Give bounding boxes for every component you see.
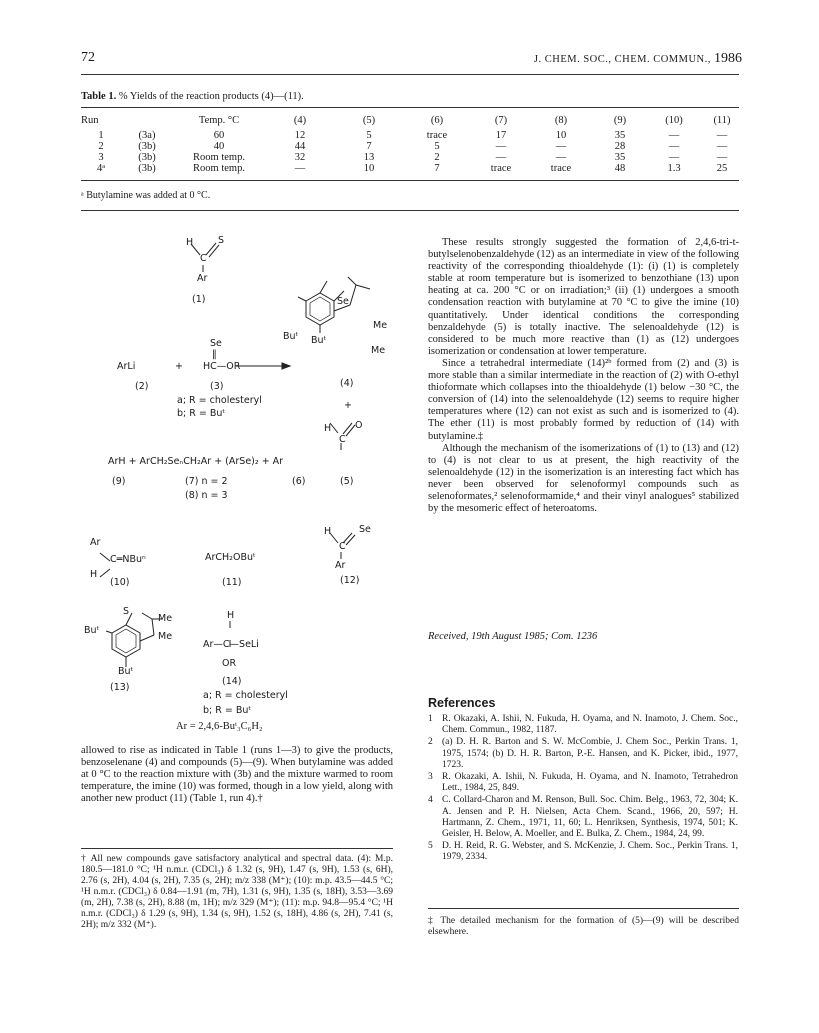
substituent-b: b; R = Buᵗ xyxy=(177,408,226,419)
references-heading: References xyxy=(428,696,496,710)
bond xyxy=(330,423,338,433)
plus-sign: + xyxy=(175,361,183,372)
compound-label: (14) xyxy=(222,676,242,687)
table-row xyxy=(81,163,745,174)
table-cell: 17 xyxy=(495,130,507,141)
reference-item xyxy=(428,772,738,794)
atom-label: Me xyxy=(158,613,173,624)
col-header: (5) xyxy=(362,114,376,126)
reference-number: 2 xyxy=(428,737,433,748)
reference-number: 3 xyxy=(428,772,433,783)
body-paragraph: Although the mechanism of the isomerizations of (1) to (13) and (12) to (4) is not clear to us at present, the high reactivity of the selenoaldehyde (12) in the isomerization is an interesting fact which has never been observed for selenoformyl compounds such as selenoformates,² selenoformamide,⁴ and their vinyl analogues⁵ stabilized by the mesomeric effect of heteroatoms. xyxy=(428,442,739,515)
atom-label: O xyxy=(355,420,363,431)
table-cell: 32 xyxy=(294,152,306,163)
table-top-rule xyxy=(81,107,739,108)
atom-label: S xyxy=(123,606,130,617)
compound-label: (6) xyxy=(292,476,306,487)
substituent-a: a; R = cholesteryl xyxy=(203,690,288,701)
bond xyxy=(346,535,355,545)
reference-text: R. Okazaki, A. Ishii, N. Fukuda, H. Oyama, and N. Inamoto, J. Chem. Soc., Chem. Commun., 1982, 1187. xyxy=(442,714,738,736)
atom-label: Ar xyxy=(335,560,346,571)
atom-label: H xyxy=(186,237,194,248)
atom-label: H xyxy=(324,526,332,537)
table-cell: — xyxy=(716,141,728,152)
ether-formula: ArCH₂OBuᵗ xyxy=(205,552,256,563)
table-cell: trace xyxy=(550,163,572,174)
table-cell: 2 xyxy=(98,141,104,152)
bond xyxy=(140,635,154,641)
bond xyxy=(320,281,327,293)
table-label: Table 1. xyxy=(81,91,117,102)
journal-name: J. CHEM. SOC., CHEM. COMMUN., xyxy=(533,54,714,65)
reagent-arli: ArLi xyxy=(117,361,136,372)
left-body-text xyxy=(81,745,393,805)
atom-label: Buᵗ xyxy=(118,666,134,677)
col-header: (9) xyxy=(613,114,627,126)
bond xyxy=(209,245,219,257)
col-header: (8) xyxy=(554,114,568,126)
table-footnote: ᵃ Butylamine was added at 0 °C. xyxy=(81,190,211,201)
table-row xyxy=(81,141,745,152)
col-header: (4) xyxy=(293,114,307,126)
compound-label: (8) n = 3 xyxy=(185,490,228,501)
table-cell: trace xyxy=(426,130,448,141)
table-cell: 10 xyxy=(555,130,567,141)
bond xyxy=(152,619,154,635)
table-cell: 12 xyxy=(294,130,306,141)
table-cell: 1 xyxy=(98,130,104,141)
page-number: 72 xyxy=(81,50,95,65)
table-cell: 1.3 xyxy=(667,163,681,174)
atom-label: Se xyxy=(337,296,349,307)
bond xyxy=(100,553,110,561)
ar-definition: Ar = 2,4,6-Buᵗ₃C₆H₂ xyxy=(176,721,263,732)
aromatic-circle xyxy=(116,629,136,653)
reference-text: D. H. Reid, R. G. Webster, and S. McKenzie, J. Chem. Soc., Perkin Trans. 1, 1979, 2334. xyxy=(442,841,738,863)
bond xyxy=(100,569,110,577)
table-cell: (3a) xyxy=(138,130,156,141)
running-head xyxy=(534,51,742,67)
bond xyxy=(350,285,356,305)
table-cell: Room temp. xyxy=(193,152,245,163)
col-header: (11) xyxy=(713,114,731,126)
col-header: (6) xyxy=(430,114,444,126)
compound-label: (7) n = 2 xyxy=(185,476,228,487)
compound-label: (10) xyxy=(110,577,130,588)
atom-label: Me xyxy=(158,631,173,642)
table-cell: 48 xyxy=(614,163,626,174)
reagent-formate: HC—OR xyxy=(203,361,241,372)
bond xyxy=(142,613,152,619)
intermediate-core: Ar—C—SeLi xyxy=(203,639,259,650)
substituent-b: b; R = Buᵗ xyxy=(203,705,252,716)
table-cell: — xyxy=(716,130,728,141)
table-cell: — xyxy=(668,152,680,163)
section-rule xyxy=(81,210,739,211)
atom-label: H xyxy=(324,423,332,434)
table-cell: 35 xyxy=(614,152,626,163)
bond xyxy=(346,425,355,436)
table-cell: 5 xyxy=(434,141,440,152)
body-paragraph: Since a tetrahedral intermediate (14)²ᵇ formed from (2) and (3) is more stable than a similar intermediate in the reaction of (2) with O-ethyl thioformate which collapses into the thioaldehyde (1) below −30 °C, the conversion of (14) into the selenoaldehyde (12) seems to require higher temperatures where (12) can not exist as such and is isomerized to (4). The ether (11) is most probably formed by reduction of (14) with butylamine.‡ xyxy=(428,357,739,442)
body-paragraph: These results strongly suggested the formation of 2,4,6-tri-t-butylselenobenzaldehyde (12) as an intermediate in view of the following reactivity of the corresponding thioaldehyde (1): (i) (1) is completely stable at room temperature but is isomerized to benzothiane (13) upon heating at ca. 200 °C or on irradiation;³ (ii) (1) undergoes a smooth condensation reaction with butylamine at 70 °C to give the imine (10) quantitatively. Under identical conditions the corresponding benzaldehyde (5) is totally inactive. The selenoaldehyde (12) is considered to be much more reactive than (1) as (12) undergoes isomerization or condensation at lower temperature. xyxy=(428,237,739,357)
atom-label: C xyxy=(339,434,346,445)
bond xyxy=(348,277,356,285)
atom-label: C xyxy=(200,253,207,264)
footnote-rule xyxy=(81,848,393,849)
atom-label: Ar xyxy=(197,273,208,284)
table-cell: — xyxy=(495,152,507,163)
table-cell: 60 xyxy=(213,130,225,141)
dagger-footnote: † All new compounds gave satisfactory analytical and spectral data. (4): M.p. 180.5—181.0 °C; ¹H n.m.r. (CDCl₃) δ 1.32 (s, 9H), 1.47 (s, 9H), 1.53 (s, 6H), 2.76 (s, 2H), 4.04 (s, 2H), 7.35 (s, 2H); m/z 338 (M⁺); (10): m.p. 43.5—44.5 °C; ¹H n.m.r. (CDCl₃) δ 0.84—1.91 (m, 7H), 1.31 (s, 9H), 1.35 (s, 18H), 3.53—3.69 (m, 2H), 7.38 (s, 2H), 8.88 (m, 1H); m/z 329 (M⁺); (11): m.p. 94.8—95.4 °C; ¹H n.m.r. (CDCl₃) δ 1.29 (s, 9H), 1.34 (s, 9H), 1.52 (s, 18H), 4.86 (s, 2H), 7.41 (s, 2H); m/z 332 (M⁺). xyxy=(81,854,393,930)
atom-label: Buᵗ xyxy=(84,625,100,636)
double-dagger-footnote: ‡ The detailed mechanism for the formation of (5)—(9) will be described elsewhere. xyxy=(428,916,739,937)
table-cell: — xyxy=(668,141,680,152)
table-cell: (3b) xyxy=(138,152,156,163)
atom-label: C xyxy=(339,541,346,552)
table-header-row xyxy=(81,112,745,128)
plus-sign: + xyxy=(344,400,352,411)
compound-label: (3) xyxy=(210,381,224,392)
compound-label: (1) xyxy=(192,294,206,305)
atom-label: S xyxy=(218,235,225,246)
header-rule xyxy=(81,74,739,75)
reference-list xyxy=(428,714,738,865)
reference-item xyxy=(428,795,738,840)
col-header: Temp. °C xyxy=(198,114,240,126)
atom-label: Me xyxy=(373,320,388,331)
atom-label: H xyxy=(227,610,235,621)
compound-label: (5) xyxy=(340,476,354,487)
table-cell: — xyxy=(716,152,728,163)
compound-label: (12) xyxy=(340,575,360,586)
table-cell: 13 xyxy=(363,152,375,163)
bond xyxy=(356,285,370,289)
table-cell: — xyxy=(555,152,567,163)
table-cell: 5 xyxy=(366,130,372,141)
substituent-a: a; R = cholesteryl xyxy=(177,395,262,406)
atom-label: Se xyxy=(359,524,371,535)
table-cell: 35 xyxy=(614,130,626,141)
journal-year: 1986 xyxy=(714,51,742,66)
table-cell: 7 xyxy=(434,163,440,174)
table-cell: 25 xyxy=(716,163,728,174)
col-header: (7) xyxy=(494,114,508,126)
table-cell: trace xyxy=(490,163,512,174)
table-cell: 40 xyxy=(213,141,225,152)
bond xyxy=(343,423,352,434)
table-cell: Room temp. xyxy=(193,163,245,174)
reference-item xyxy=(428,714,738,736)
table-caption-text: % Yields of the reaction products (4)—(11). xyxy=(116,91,304,102)
atom-label: H xyxy=(90,569,98,580)
table-cell: 4ᵃ xyxy=(96,163,106,174)
aromatic-circle xyxy=(310,297,330,321)
table-cell: (3b) xyxy=(138,141,156,152)
bond xyxy=(298,297,306,301)
table-cell: 10 xyxy=(363,163,375,174)
compound-label: (13) xyxy=(110,682,130,693)
atom-label: Se xyxy=(210,338,222,349)
table-cell: — xyxy=(555,141,567,152)
atom-label: Buᵗ xyxy=(311,335,327,346)
reference-number: 4 xyxy=(428,795,433,806)
col-header: Run xyxy=(81,114,99,126)
atom-label: Buᵗ xyxy=(283,331,299,342)
table-cell: (3b) xyxy=(138,163,156,174)
table-cell: 2 xyxy=(434,152,440,163)
compound-label: (9) xyxy=(112,476,126,487)
table-cell: 3 xyxy=(98,152,104,163)
col-header xyxy=(121,112,173,128)
reference-item xyxy=(428,737,738,771)
atom-label: OR xyxy=(222,658,237,669)
table-cell: — xyxy=(495,141,507,152)
reference-item xyxy=(428,841,738,863)
reaction-scheme xyxy=(80,215,410,735)
col-header: (10) xyxy=(665,114,683,126)
yields-table xyxy=(81,112,745,174)
bond xyxy=(106,631,112,633)
right-body-text xyxy=(428,237,739,515)
table-cell: — xyxy=(294,163,306,174)
table-cell: 28 xyxy=(614,141,626,152)
table-cell: 7 xyxy=(366,141,372,152)
body-paragraph: allowed to rise as indicated in Table 1 (runs 1—3) to give the products, benzoselenane (4) and compounds (5)—(9). When butylamine was added at 0 °C to the reaction mixture with (3b) and the mixture warmed to room temperature, the imine (10) was formed, though in a low yield, along with another new product (11) (Table 1, run 4).† xyxy=(81,745,393,805)
compound-label: (11) xyxy=(222,577,242,588)
table-bottom-rule xyxy=(81,180,739,181)
double-bond: ‖ xyxy=(212,349,217,360)
atom-label: Ar xyxy=(90,537,101,548)
bond xyxy=(330,533,338,543)
compound-label: (4) xyxy=(340,378,354,389)
table-row xyxy=(81,152,745,163)
bond xyxy=(206,243,216,255)
table-cell: — xyxy=(668,130,680,141)
products-line: ArH + ArCH₂SeₙCH₂Ar + (ArSe)₂ + Ar xyxy=(108,456,284,467)
reference-text: C. Collard-Charon and M. Renson, Bull. Soc. Chim. Belg., 1963, 72, 304; K. A. Jensen and P. H. Nielsen, Acta Chem. Scand., 1966, 20, 597; H. Hartmann, Z. Chem., 1971, 11, 60; L. Henriksen, Synthesis, 1974, 501; K. Geisler, H. Below, A. Moeller, and E. Bulka, Z. Chem., 1984, 24, 99. xyxy=(442,795,738,840)
table-caption xyxy=(81,91,304,102)
reference-text: R. Okazaki, A. Ishii, N. Fukuda, H. Oyama, and N. Inamoto, Tetrahedron Lett., 1984, 25, 849. xyxy=(442,772,738,794)
compound-label: (2) xyxy=(135,381,149,392)
reference-number: 5 xyxy=(428,841,433,852)
table-row xyxy=(81,130,745,141)
table-cell: 44 xyxy=(294,141,306,152)
received-date: Received, 19th August 1985; Com. 1236 xyxy=(428,631,598,642)
atom-label: Me xyxy=(371,345,386,356)
reference-number: 1 xyxy=(428,714,433,724)
imine-group: C═NBuⁿ xyxy=(110,554,146,565)
reference-text: (a) D. H. R. Barton and S. W. McCombie, J. Chem Soc., Perkin Trans. 1, 1975, 1574; (b) D. H. R. Barton, P.-E. Hansen, and K. Picker, ibid., 1977, 1723. xyxy=(442,737,738,770)
arrow-head xyxy=(282,363,290,369)
footnote-rule xyxy=(428,908,739,909)
